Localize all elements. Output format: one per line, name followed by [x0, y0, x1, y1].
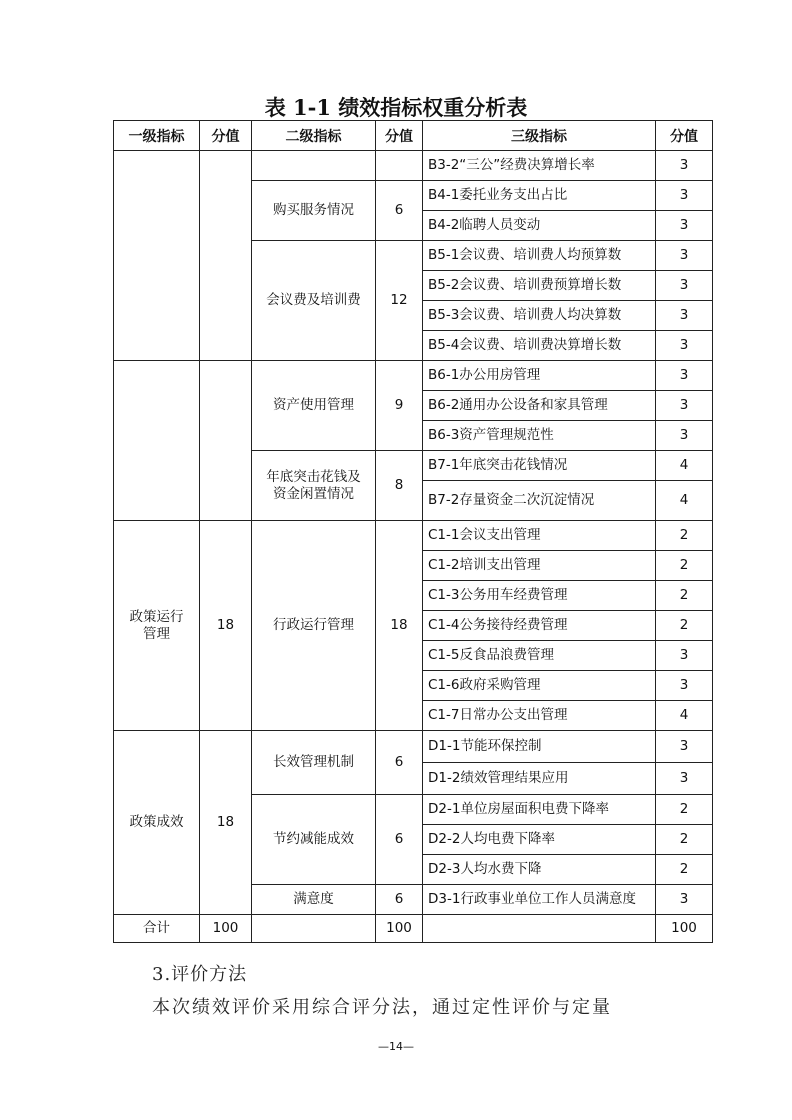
l3-cell: D2-1单位房屋面积电费下降率	[423, 795, 656, 825]
l2-cell: 资产使用管理	[252, 361, 376, 451]
l1-score-cell	[200, 361, 252, 521]
l3-cell: D3-1行政事业单位工作人员满意度	[423, 885, 656, 915]
l3-cell: B4-1委托业务支出占比	[423, 181, 656, 211]
total-empty	[252, 915, 376, 943]
l2-cell: 购买服务情况	[252, 181, 376, 241]
header-row	[114, 121, 713, 151]
l3-cell: B6-1办公用房管理	[423, 361, 656, 391]
l2-cell: 行政运行管理	[252, 521, 376, 731]
total-s2: 100	[376, 915, 423, 943]
l1-score-cell: 18	[200, 731, 252, 915]
l3-cell: B5-3会议费、培训费人均决算数	[423, 301, 656, 331]
l3-score-cell: 3	[656, 271, 713, 301]
l3-cell: C1-3公务用车经费管理	[423, 581, 656, 611]
l3-cell: B5-4会议费、培训费决算增长数	[423, 331, 656, 361]
header-s3: 分值	[656, 121, 713, 151]
l3-score-cell: 4	[656, 451, 713, 481]
l3-score-cell: 2	[656, 521, 713, 551]
l3-cell: D1-2绩效管理结果应用	[423, 763, 656, 795]
body-paragraph: 本次绩效评价采用综合评分法，通过定性评价与定量	[152, 997, 612, 1018]
l2-score-cell: 12	[376, 241, 423, 361]
l3-cell: C1-2培训支出管理	[423, 551, 656, 581]
l3-cell: D2-3人均水费下降	[423, 855, 656, 885]
l1-score-cell	[200, 151, 252, 361]
l3-cell: C1-7日常办公支出管理	[423, 701, 656, 731]
l2-cell: 会议费及培训费	[252, 241, 376, 361]
l3-score-cell: 2	[656, 551, 713, 581]
l2-cell: 节约减能成效	[252, 795, 376, 885]
l1-cell: 政策运行管理	[114, 521, 200, 731]
l3-score-cell: 3	[656, 885, 713, 915]
l3-score-cell: 3	[656, 671, 713, 701]
l3-cell: B6-2通用办公设备和家具管理	[423, 391, 656, 421]
l3-score-cell: 4	[656, 701, 713, 731]
l2-score-cell: 9	[376, 361, 423, 451]
l1-cell	[114, 151, 200, 361]
table-row	[114, 361, 713, 391]
l3-score-cell: 3	[656, 181, 713, 211]
header-s1: 分值	[200, 121, 252, 151]
l2-cell: 年底突击花钱及资金闲置情况	[252, 451, 376, 521]
l3-cell: B7-2存量资金二次沉淀情况	[423, 481, 656, 521]
l1-score-cell: 18	[200, 521, 252, 731]
l3-score-cell: 3	[656, 211, 713, 241]
l2-score-cell: 6	[376, 795, 423, 885]
l3-cell: B3-2“三公”经费决算增长率	[423, 151, 656, 181]
table-row	[114, 731, 713, 763]
l3-score-cell: 3	[656, 641, 713, 671]
l3-cell: C1-4公务接待经费管理	[423, 611, 656, 641]
table-title: 表 1-1 绩效指标权重分析表	[264, 95, 528, 120]
l3-score-cell: 2	[656, 825, 713, 855]
table-row	[114, 151, 713, 181]
l3-score-cell: 3	[656, 331, 713, 361]
l3-cell: D1-1节能环保控制	[423, 731, 656, 763]
l3-score-cell: 4	[656, 481, 713, 521]
l2-score-cell: 8	[376, 451, 423, 521]
total-s1: 100	[200, 915, 252, 943]
header-s2: 分值	[376, 121, 423, 151]
page-number: —14—	[378, 1040, 414, 1053]
l2-score-cell	[376, 151, 423, 181]
l3-score-cell: 2	[656, 795, 713, 825]
l3-cell: C1-5反食品浪费管理	[423, 641, 656, 671]
l3-score-cell: 3	[656, 391, 713, 421]
l3-cell: B7-1年底突击花钱情况	[423, 451, 656, 481]
l2-cell: 长效管理机制	[252, 731, 376, 795]
l3-score-cell: 3	[656, 763, 713, 795]
l3-score-cell: 3	[656, 241, 713, 271]
header-l3: 三级指标	[423, 121, 656, 151]
l3-cell: D2-2人均电费下降率	[423, 825, 656, 855]
l1-cell	[114, 361, 200, 521]
l3-cell: B4-2临聘人员变动	[423, 211, 656, 241]
weight-table	[113, 120, 713, 943]
total-row	[114, 915, 713, 943]
l2-score-cell: 18	[376, 521, 423, 731]
l3-cell: B6-3资产管理规范性	[423, 421, 656, 451]
l3-score-cell: 2	[656, 855, 713, 885]
l3-score-cell: 3	[656, 301, 713, 331]
l3-score-cell: 3	[656, 731, 713, 763]
table-row	[114, 521, 713, 551]
total-label: 合计	[114, 915, 200, 943]
l3-score-cell: 3	[656, 421, 713, 451]
total-s3: 100	[656, 915, 713, 943]
l3-score-cell: 2	[656, 611, 713, 641]
header-l2: 二级指标	[252, 121, 376, 151]
total-empty	[423, 915, 656, 943]
header-l1: 一级指标	[114, 121, 200, 151]
l3-cell: B5-1会议费、培训费人均预算数	[423, 241, 656, 271]
l2-score-cell: 6	[376, 181, 423, 241]
l3-score-cell: 2	[656, 581, 713, 611]
l2-score-cell: 6	[376, 731, 423, 795]
l2-score-cell: 6	[376, 885, 423, 915]
l3-cell: C1-1会议支出管理	[423, 521, 656, 551]
l2-cell: 满意度	[252, 885, 376, 915]
l3-score-cell: 3	[656, 361, 713, 391]
l2-cell	[252, 151, 376, 181]
l1-cell: 政策成效	[114, 731, 200, 915]
l3-cell: C1-6政府采购管理	[423, 671, 656, 701]
section-heading: 3.评价方法	[152, 964, 248, 985]
l3-score-cell: 3	[656, 151, 713, 181]
l3-cell: B5-2会议费、培训费预算增长数	[423, 271, 656, 301]
